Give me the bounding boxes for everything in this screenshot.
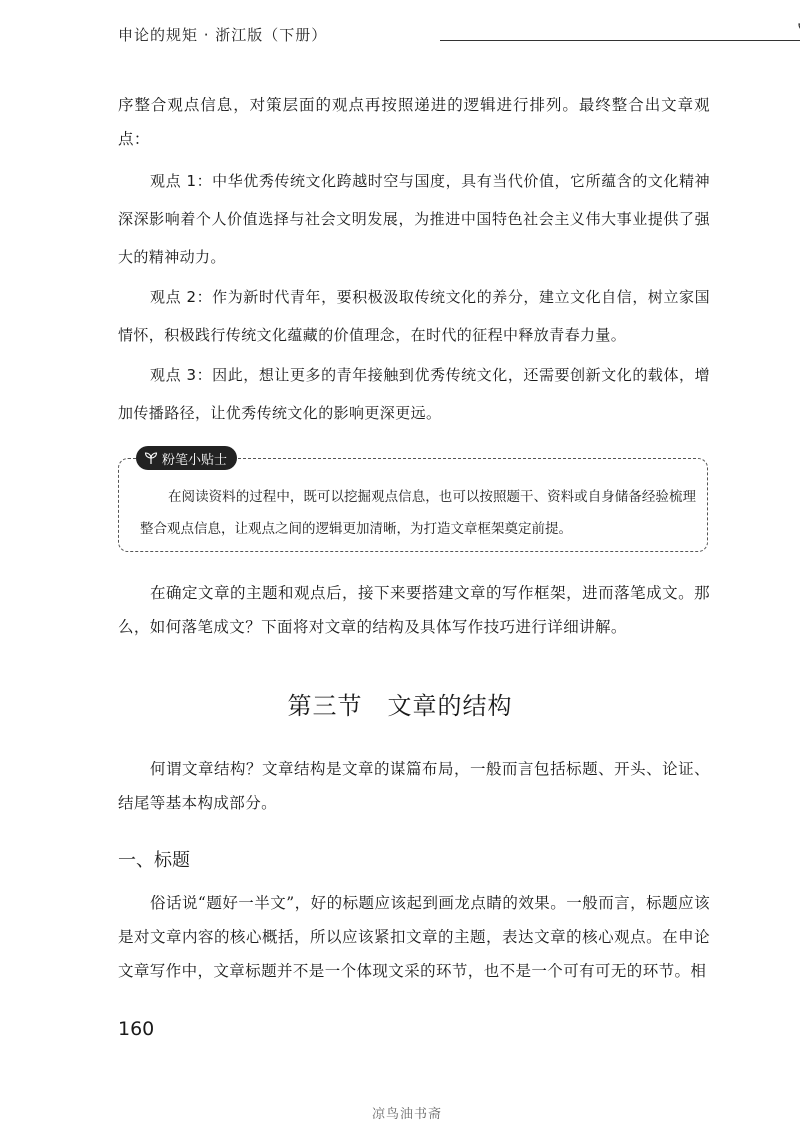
tip-text: 在阅读资料的过程中，既可以挖掘观点信息，也可以按照题干、资料或自身储备经验梳理整合观点信息，让观点之间的逻辑更加清晰，为打造文章框架奠定前提。 bbox=[140, 489, 696, 537]
sprout-icon bbox=[144, 451, 158, 465]
paragraph-title: 俗话说“题好一半文”，好的标题应该起到画龙点睛的效果。一般而言，标题应该是对文章内容的核心概括，所以应该紧扣文章的主题，表达文章的核心观点。在申论文章写作中，文章标题并不是一个体现文采的环节，也不是一个可有可无的环节。相 bbox=[118, 894, 710, 980]
header-rule bbox=[440, 40, 800, 41]
sprout-icon bbox=[796, 20, 800, 50]
paragraph-structure: 何谓文章结构？文章结构是文章的谋篇布局，一般而言包括标题、开头、论证、结尾等基本构成部分。 bbox=[118, 760, 710, 812]
running-header-title: 申论的规矩 · 浙江版（下册） bbox=[118, 26, 328, 44]
paragraph-intro: 序整合观点信息，对策层面的观点再按照递进的逻辑进行排列。最终整合出文章观点： bbox=[118, 96, 710, 148]
page-number: 160 bbox=[118, 1018, 155, 1040]
viewpoint-2: 观点 2：作为新时代青年，要积极汲取传统文化的养分，建立文化自信，树立家国情怀，积极践行传统文化蕴藏的价值理念，在时代的征程中释放青春力量。 bbox=[118, 288, 710, 344]
running-header bbox=[118, 20, 718, 50]
watermark: 凉鸟油书斋 bbox=[372, 1107, 443, 1122]
paragraph-transition: 在确定文章的主题和观点后，接下来要搭建文章的写作框架，进而落笔成文。那么，如何落笔成文？下面将对文章的结构及具体写作技巧进行详细讲解。 bbox=[118, 584, 710, 636]
sub-heading: 一、标题 bbox=[118, 850, 190, 871]
tip-badge bbox=[136, 446, 237, 470]
viewpoint-3: 观点 3：因此，想让更多的青年接触到优秀传统文化，还需要创新文化的载体，增加传播路径，让优秀传统文化的影响更深更远。 bbox=[118, 366, 710, 422]
section-title: 第三节 文章的结构 bbox=[287, 692, 513, 720]
tip-badge-label: 粉笔小贴士 bbox=[162, 452, 228, 468]
viewpoint-1: 观点 1：中华优秀传统文化跨越时空与国度，具有当代价值，它所蕴含的文化精神深深影响着个人价值选择与社会文明发展，为推进中国特色社会主义伟大事业提供了强大的精神动力。 bbox=[118, 172, 710, 266]
